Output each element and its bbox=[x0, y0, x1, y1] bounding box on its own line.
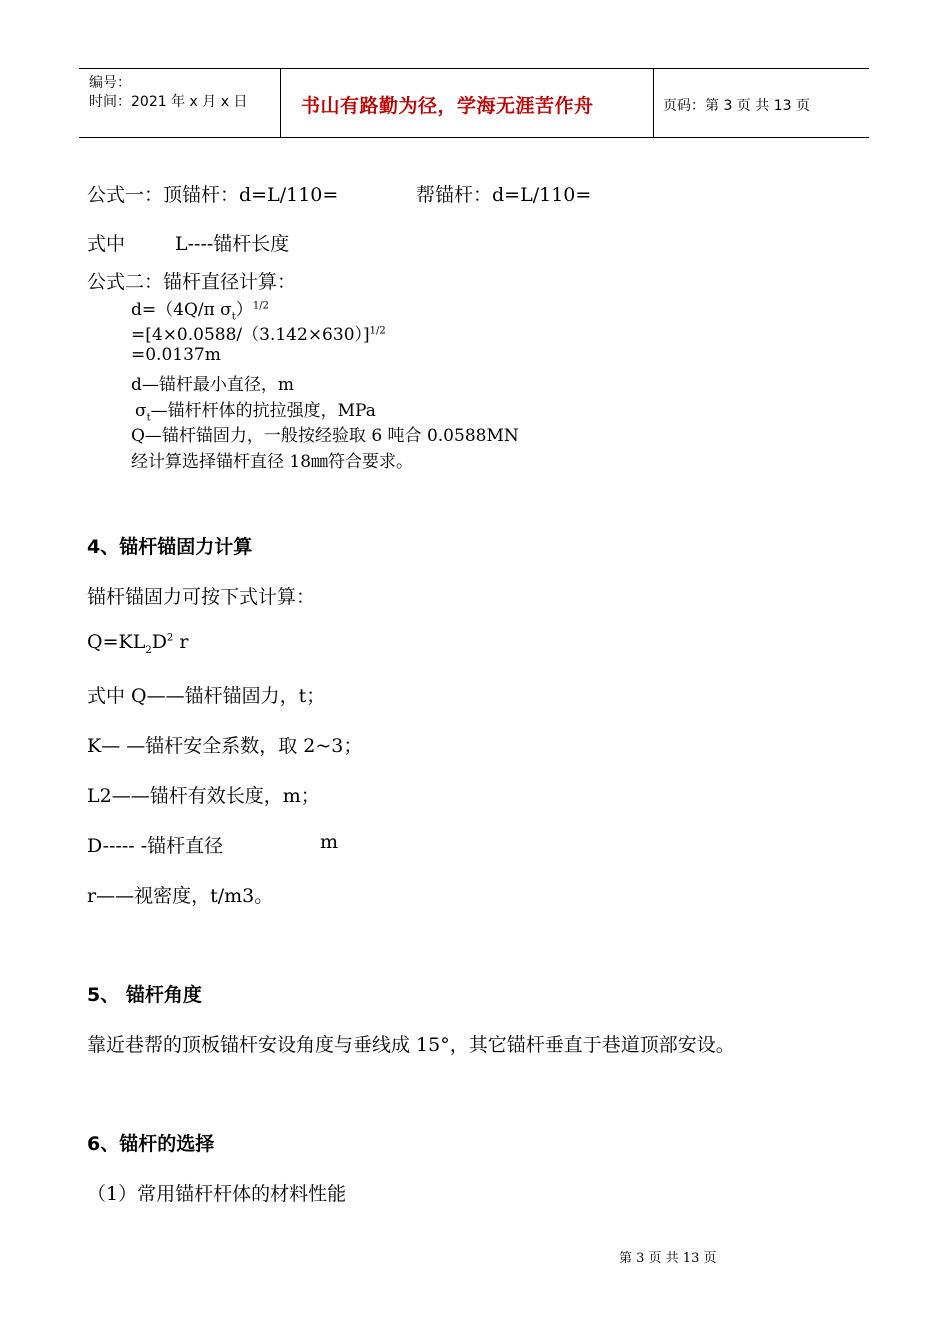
document-number-label: 编号： bbox=[89, 75, 131, 91]
section-6-heading: 6、锚杆的选择 bbox=[87, 1133, 215, 1155]
section-5-text: 靠近巷帮的顶板锚杆安设角度与垂线成 15°，其它锚杆垂直于巷道顶部安设。 bbox=[87, 1034, 735, 1056]
def-k: K— —锚杆安全系数，取 2~3； bbox=[87, 735, 363, 757]
document-date: 时间：2021 年 x 月 x 日 bbox=[89, 94, 248, 110]
formula-2-line-1: d=（4Q/π $\sigma_t)^{1/2}$ bbox=[131, 300, 269, 323]
anchorage-equation: $Q=KL_2D^2$ r bbox=[87, 631, 189, 656]
header-motto: 书山有路勤为径，学海无涯苦作舟 bbox=[301, 95, 594, 117]
formula-2-def-d: d—锚杆最小直径，m bbox=[131, 375, 295, 395]
formula-1-side: 帮锚杆：d=L/110= bbox=[416, 184, 592, 206]
length-definition: L----锚杆长度 bbox=[175, 233, 290, 255]
formula-2-result: =0.0137m bbox=[131, 345, 221, 365]
page-header bbox=[79, 68, 869, 138]
def-l2: L2——锚杆有效长度，m； bbox=[87, 785, 320, 807]
section-5-heading: 5、 锚杆角度 bbox=[87, 984, 202, 1006]
page-footer: 第 3 页 共 13 页 bbox=[619, 1251, 717, 1266]
def-d: D----- -锚杆直径 bbox=[87, 835, 224, 857]
def-q: 式中 Q——锚杆锚固力，t； bbox=[87, 685, 326, 707]
formula-1-roof: 公式一：顶锚杆：d=L/110= bbox=[87, 184, 339, 206]
section-4-heading: 4、锚杆锚固力计算 bbox=[87, 536, 253, 558]
def-d-unit: m bbox=[320, 831, 339, 853]
formula-2-conclusion: 经计算选择锚杆直径 18㎜符合要求。 bbox=[131, 452, 414, 472]
formula-2-def-q: Q—锚杆锚固力，一般按经验取 6 吨合 0.0588MN bbox=[131, 426, 519, 446]
header-divider bbox=[280, 69, 281, 137]
section-4-intro: 锚杆锚固力可按下式计算： bbox=[87, 586, 316, 608]
formula-2-def-sigma: $\sigma_t—$锚杆杆体的抗拉强度，MPa bbox=[135, 401, 376, 424]
formula-2-title: 公式二：锚杆直径计算： bbox=[87, 271, 297, 293]
header-page-number: 页码：第 3 页 共 13 页 bbox=[663, 98, 810, 114]
formula-2-line-2: $=[4\times 0.0588/(3.142\times 630)]^{1/2}$ bbox=[131, 325, 386, 345]
where-label: 式中 bbox=[87, 233, 126, 255]
header-divider bbox=[653, 69, 654, 137]
def-r: r——视密度，t/m3。 bbox=[87, 885, 274, 907]
section-6-item-1: （1）常用锚杆杆体的材料性能 bbox=[87, 1183, 347, 1205]
